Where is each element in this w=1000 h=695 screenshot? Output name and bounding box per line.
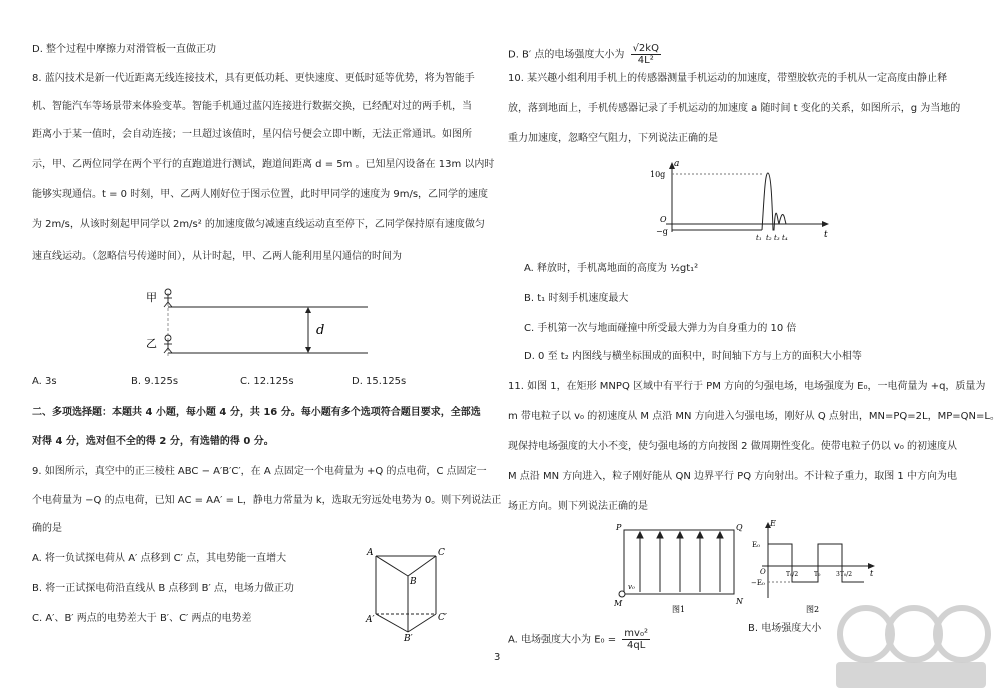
- watermark-stamp: [826, 600, 1000, 695]
- distance-d-label: d: [316, 323, 325, 338]
- axis-e-label: E: [770, 519, 776, 528]
- section-heading: 二、多项选择题：本题共 4 小题，每小题 4 分，共 16 分。每小题有多个选项符合题目要求，全部选: [32, 407, 481, 418]
- q9-line: 确的是: [32, 523, 62, 534]
- q9-option-a: A. 将一负试探电荷从 A′ 点移到 C′ 点，其电势能一直增大: [32, 553, 287, 564]
- q10-option-b: B. t₁ 时刻手机速度最大: [524, 293, 629, 304]
- q11-line: m 带电粒子以 v₀ 的初速度从 M 点沿 MN 方向进入匀强电场，刚好从 Q 点射出，MN=PQ=2L，MP=QN=L。: [508, 411, 1000, 422]
- q9-line: 个电荷量为 −Q 的点电荷，已知 AC = AA′ = L，静电力常量为 k，选取无穷远处电势为 0。则下列说法正: [32, 495, 502, 506]
- vertex-a-label: A: [367, 548, 374, 558]
- figure-1-field-region: [614, 520, 744, 616]
- q11-option-a: [508, 628, 650, 651]
- q9-option-b: B. 将一正试探电荷沿直线从 B 点移到 B′ 点，电场力做正功: [32, 583, 294, 594]
- q10-option-a: A. 释放时，手机离地面的高度为 ½gt₁²: [524, 263, 699, 274]
- tick-neg-g-label: −g: [656, 227, 668, 236]
- q8-option-c: C. 12.125s: [240, 376, 294, 387]
- q8-line: 速直线运动。（忽略信号传递时间），从计时起，甲、乙两人能利用星闪通信的时间为: [32, 251, 402, 262]
- vertex-b-prime-label: B′: [404, 634, 413, 642]
- tick-e0-label: E₀: [752, 541, 760, 549]
- corner-n-label: N: [736, 597, 743, 606]
- q10-option-c: C. 手机第一次与地面碰撞中所受最大弹力为自身重力的 10 倍: [524, 323, 797, 334]
- tick-neg-e0-label: −E₀: [751, 579, 765, 587]
- q8-line: 为 2m/s，从该时刻起甲同学以 2m/s² 的加速度做匀减速直线运动直至停下，乙同学保持原有速度做匀: [32, 219, 485, 230]
- page-number: 3: [494, 652, 501, 663]
- q8-line: 示，甲、乙两位同学在两个平行的直跑道进行测试，跑道间距离 d = 5m 。已知星闪设备在 13m 以内时: [32, 159, 495, 170]
- q11-line: M 点沿 MN 方向进入，粒子刚好能从 QN 边界平行 PQ 方向射出。不计粒子重力，取图 1 中方向为电: [508, 471, 957, 482]
- prism-figure: [364, 546, 454, 642]
- axis-t-label: t: [870, 569, 874, 578]
- vertex-c-label: C: [438, 548, 445, 558]
- yi-label: 乙: [146, 337, 157, 350]
- origin-label: O: [760, 568, 766, 576]
- figure-2-caption: 图2: [806, 605, 820, 614]
- q9-option-d-text: D. B′ 点的电场强度大小为: [508, 49, 625, 61]
- fraction-numerator: mv₀²: [624, 628, 648, 639]
- corner-m-label: M: [614, 599, 623, 608]
- vertex-c-prime-label: C′: [438, 613, 447, 623]
- axis-a-label: a: [674, 160, 680, 169]
- fraction-denominator: 4qL: [626, 640, 646, 651]
- fraction-numerator: √2kQ: [632, 43, 659, 54]
- q9-line: 9. 如图所示，真空中的正三棱柱 ABC − A′B′C′，在 A 点固定一个电荷量为 +Q 的点电荷，C 点固定一: [32, 466, 487, 477]
- q11-line: 11. 如图 1，在矩形 MNPQ 区域中有平行于 PM 方向的匀强电场，电场强度为 E₀，一电荷量为 +q，质量为: [508, 381, 986, 392]
- q9-option-d: [508, 43, 661, 66]
- q8-option-b: B. 9.125s: [131, 376, 179, 387]
- vertex-a-prime-label: A′: [366, 615, 375, 625]
- axis-t-label: t: [824, 230, 828, 240]
- q7-option-d: D. 整个过程中摩擦力对滑管板一直做正功: [32, 44, 217, 55]
- tick-10g-label: 10g: [650, 170, 666, 179]
- q8-line: 机、智能汽车等场景带来体验变革。智能手机通过蓝闪连接进行数据交换，已经配对过的两手机，当: [32, 101, 472, 112]
- tick-t0-label: T₀: [814, 571, 821, 578]
- tick-t1-label: t₁: [756, 234, 762, 242]
- acceleration-time-graph: [646, 160, 836, 248]
- tick-three-half-t0-label: 3T₀/2: [836, 571, 853, 578]
- corner-p-label: P: [616, 523, 622, 532]
- figure-1-caption: 图1: [672, 605, 686, 614]
- section-heading: 对得 4 分，选对但不全的得 2 分，有选错的得 0 分。: [32, 436, 274, 447]
- q8-line: 能够实现通信。t = 0 时刻，甲、乙两人刚好位于图示位置，此时甲同学的速度为 9m/s，乙同学的速度: [32, 189, 489, 200]
- jia-label: 甲: [146, 291, 157, 304]
- tick-t2-label: t₂: [766, 234, 772, 242]
- origin-label: O: [660, 215, 667, 224]
- q11-option-a-text: A. 电场强度大小为 E₀ =: [508, 634, 617, 646]
- q8-line: 8. 蓝闪技术是新一代近距离无线连接技术，具有更低功耗、更快速度、更低时延等优势，将为智能手: [32, 73, 475, 84]
- q8-option-a: A. 3s: [32, 376, 57, 387]
- fraction: [631, 43, 661, 66]
- q11-line: 现保持电场强度的大小不变，使匀强电场的方向按图 2 做周期性变化。使带电粒子仍以 v₀ 的初速度从: [508, 441, 958, 452]
- tick-t3-label: t₃: [774, 234, 780, 242]
- q11-option-b: B. 电场强度大小: [748, 623, 822, 634]
- q8-option-d: D. 15.125s: [352, 376, 407, 387]
- fraction: [622, 628, 650, 651]
- q9-option-c: C. A′、B′ 两点的电势差大于 B′、C′ 两点的电势差: [32, 613, 252, 624]
- q10-option-d: D. 0 至 t₂ 内图线与横坐标围成的面积中，时间轴下方与上方的面积大小相等: [524, 351, 862, 362]
- corner-q-label: Q: [736, 523, 743, 532]
- velocity-v0-label: v₀: [628, 583, 635, 591]
- tick-t4-label: t₄: [782, 234, 788, 242]
- tick-half-t0-label: T₀/2: [786, 571, 799, 578]
- fraction-denominator: 4L²: [637, 55, 654, 66]
- vertex-b-label: B: [410, 577, 417, 587]
- q10-line: 重力加速度，忽略空气阻力，下列说法正确的是: [508, 133, 718, 144]
- q10-line: 放，落到地面上，手机传感器记录了手机运动的加速度 a 随时间 t 变化的关系，如图所示，g 为当地的: [508, 103, 961, 114]
- q8-line: 距离小于某一值时，会自动连接；一旦超过该值时，星闪信号便会立即中断，无法正常通讯。如图所: [32, 129, 472, 140]
- q11-line: 场正方向。则下列说法正确的是: [508, 501, 648, 512]
- q8-figure: [140, 285, 380, 360]
- q10-line: 10. 某兴趣小组利用手机上的传感器测量手机运动的加速度，带塑胶软壳的手机从一定高度由静止释: [508, 73, 948, 84]
